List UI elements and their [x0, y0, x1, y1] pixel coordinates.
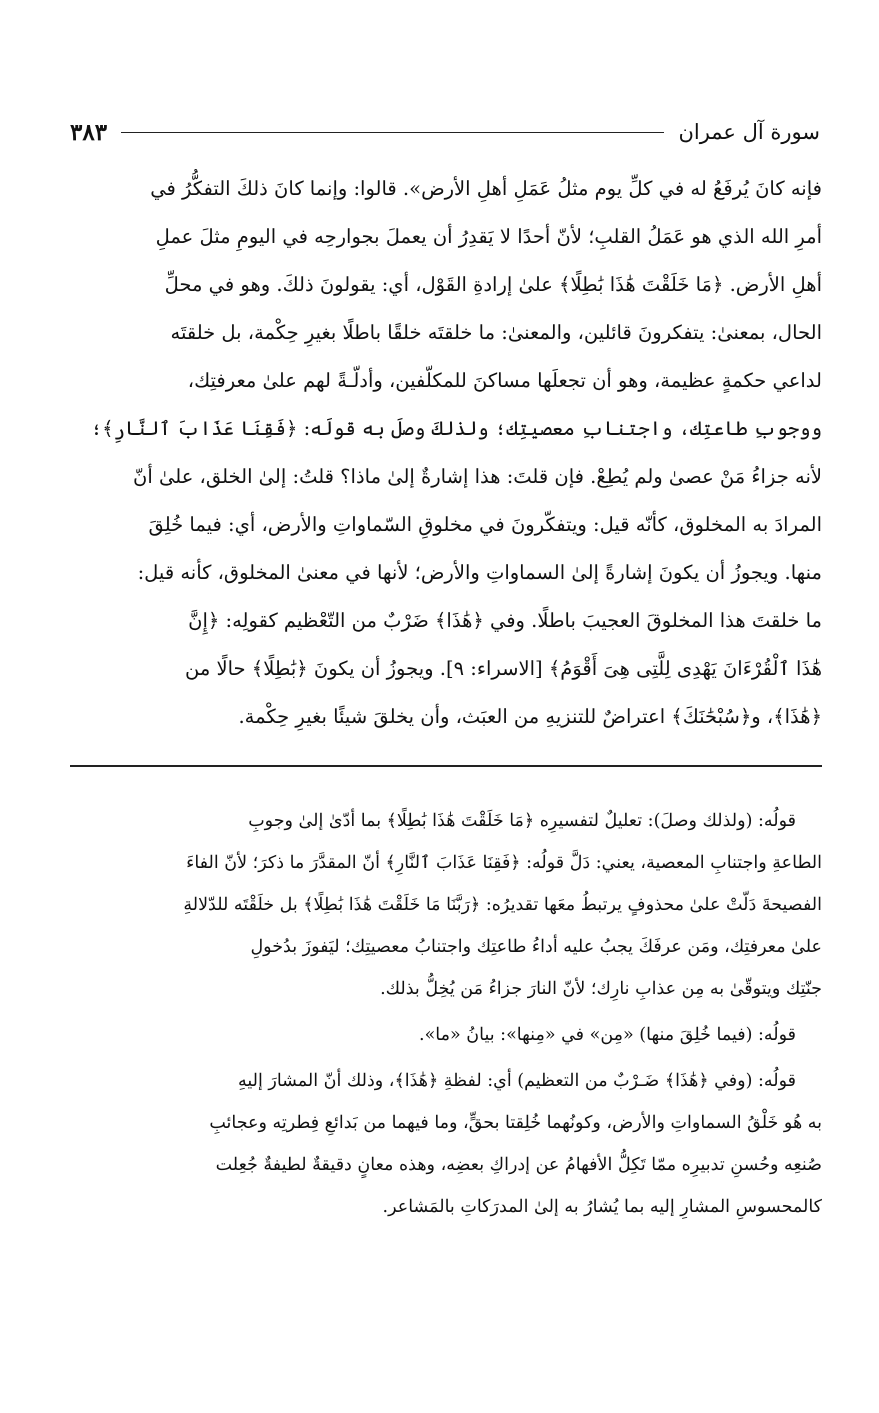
main-line: الحال، بمعنىٰ: يتفكرونَ قائلين، والمعنىٰ: ما خلقتَه خلقًا باطلًا بغيرِ حِكْمة، بل خلقتَه	[170, 321, 822, 344]
main-line: فإنه كانَ يُرفَعُ له في كلِّ يوم مثلُ عَمَلِ أهلِ الأرض». قالوا: وإنما كانَ ذلكَ التفكُّرُ في	[150, 177, 822, 200]
main-line: أمرِ الله الذي هو عَمَلُ القلبِ؛ لأنّ أحدًا لا يَقدِرُ أن يعملَ بجوارحِه في اليومِ مثلَ عملِ	[155, 225, 822, 248]
main-line: ووجوبِ طاعتِك، واجتنابِ معصيتِك؛ ولذلكَ وصلَ به قولَه: ﴿فَقِنَا عَذَابَ ٱلنَّارِ﴾؛	[90, 417, 822, 440]
main-line: أهلِ الأرض. ﴿مَا خَلَقْتَ هَٰذَا بَٰطِلًا﴾ علىٰ إرادةِ القَوْل، أي: يقولونَ ذلكَ. وهو في محلِّ	[164, 273, 822, 296]
note-line: جنّتِك ويتوقّىٰ به مِن عذابِ نارِك؛ لأنّ النارَ جزاءُ مَن يُخِلُّ بذلك.	[380, 979, 822, 999]
note-line: قولُه: (فيما خُلِقَ منها) «مِن» في «مِنها»: بيانُ «ما».	[419, 1025, 796, 1045]
page-number: ٣٨٣	[70, 118, 108, 146]
main-line: هَٰذَا ٱلْقُرْءَانَ يَهْدِى لِلَّتِى هِىَ أَقْوَمُ﴾ [الاسراء: ٩]. ويجوزُ أن يكونَ ﴿بَٰطِلًا﴾ حالًا من	[185, 657, 822, 680]
page-header	[70, 112, 820, 152]
main-line: لأنه جزاءُ مَنْ عصىٰ ولم يُطِعْ. فإن قلتَ: هذا إشارةٌ إلىٰ ماذا؟ قلتُ: إلىٰ الخلق، علىٰ أنّ	[133, 465, 822, 488]
surah-title: سورة آل عمران	[678, 120, 820, 144]
note-line: علىٰ معرفتِك، ومَن عرفَكَ يجبُ عليه أداءُ طاعتِك واجتنابُ معصيتِك؛ ليَفوزَ بدُخولِ	[250, 937, 822, 957]
note-line: قولُه: (وفي ﴿هَٰذَا﴾ ضَـرْبٌ من التعظيم) أي: لفظةِ ﴿هَٰذَا﴾، وذلك أنّ المشارَ إليهِ	[237, 1071, 796, 1091]
main-line: منها. ويجوزُ أن يكونَ إشارةً إلىٰ السماواتِ والأرض؛ لأنها في معنىٰ المخلوق، كأنه قيل:	[137, 561, 822, 584]
main-line: ﴿هَٰذَا﴾، و﴿سُبْحَٰنَكَ﴾ اعتراضٌ للتنزيهِ من العبَث، وأن يخلقَ شيئًا بغيرِ حِكْمة.	[238, 705, 822, 728]
note-line: به هُو خَلْقُ السماواتِ والأرض، وكونُهما خُلِقتا بحقٍّ، وما فيهما من بَدائعِ فِطرتِه وعجائبِ	[209, 1113, 822, 1133]
main-text	[70, 165, 822, 741]
commentary-divider	[70, 765, 822, 767]
note-line: كالمحسوسِ المشارِ إليه بما يُشارُ به إلىٰ المدرَكاتِ بالمَشاعر.	[382, 1197, 822, 1217]
note-line: الطاعةِ واجتنابِ المعصية، يعني: دَلَّ قولُه: ﴿فَقِنَا عَذَابَ ٱلنَّارِ﴾ أنّ المقدَّرَ ما ذكرَ؛ لأنّ الفاءَ	[186, 853, 822, 873]
note-line: الفصيحةَ دَلّتْ علىٰ محذوفٍ يرتبطُ معَها تقديرُه: ﴿رَبَّنَا مَا خَلَقْتَ هَٰذَا بَٰطِلًا﴾ بل خلَقْتَه للدّلالةِ	[183, 895, 822, 915]
note-line: صُنعِه وحُسنِ تدبيرِه ممّا تَكِلُّ الأفهامُ عن إدراكِ بعضِه، وهذه معانٍ دقيقةٌ لطيفةٌ جُعِلت	[215, 1155, 822, 1175]
header-rule	[121, 132, 664, 133]
note-line: قولُه: (ولذلك وصلَ): تعليلٌ لتفسيرِه ﴿مَا خَلَقْتَ هَٰذَا بَٰطِلًا﴾ بما أدّىٰ إلىٰ وجوبِ	[248, 811, 796, 831]
main-line: ما خلقتَ هذا المخلوقَ العجيبَ باطلًا. وفي ﴿هَٰذَا﴾ ضَرْبٌ من التّعْظيم كقولِه: ﴿إِنَّ	[188, 609, 822, 632]
commentary	[70, 800, 822, 1228]
main-line: المرادَ به المخلوق، كأنّه قيل: ويتفكّرونَ في مخلوقِ السّماواتِ والأرض، أي: فيما خُلِقَ	[148, 513, 822, 536]
main-line: لداعي حكمةٍ عظيمة، وهو أن تجعلَها مساكنَ للمكلّفين، وأدلّـةً لهم علىٰ معرفتِك،	[187, 369, 822, 392]
